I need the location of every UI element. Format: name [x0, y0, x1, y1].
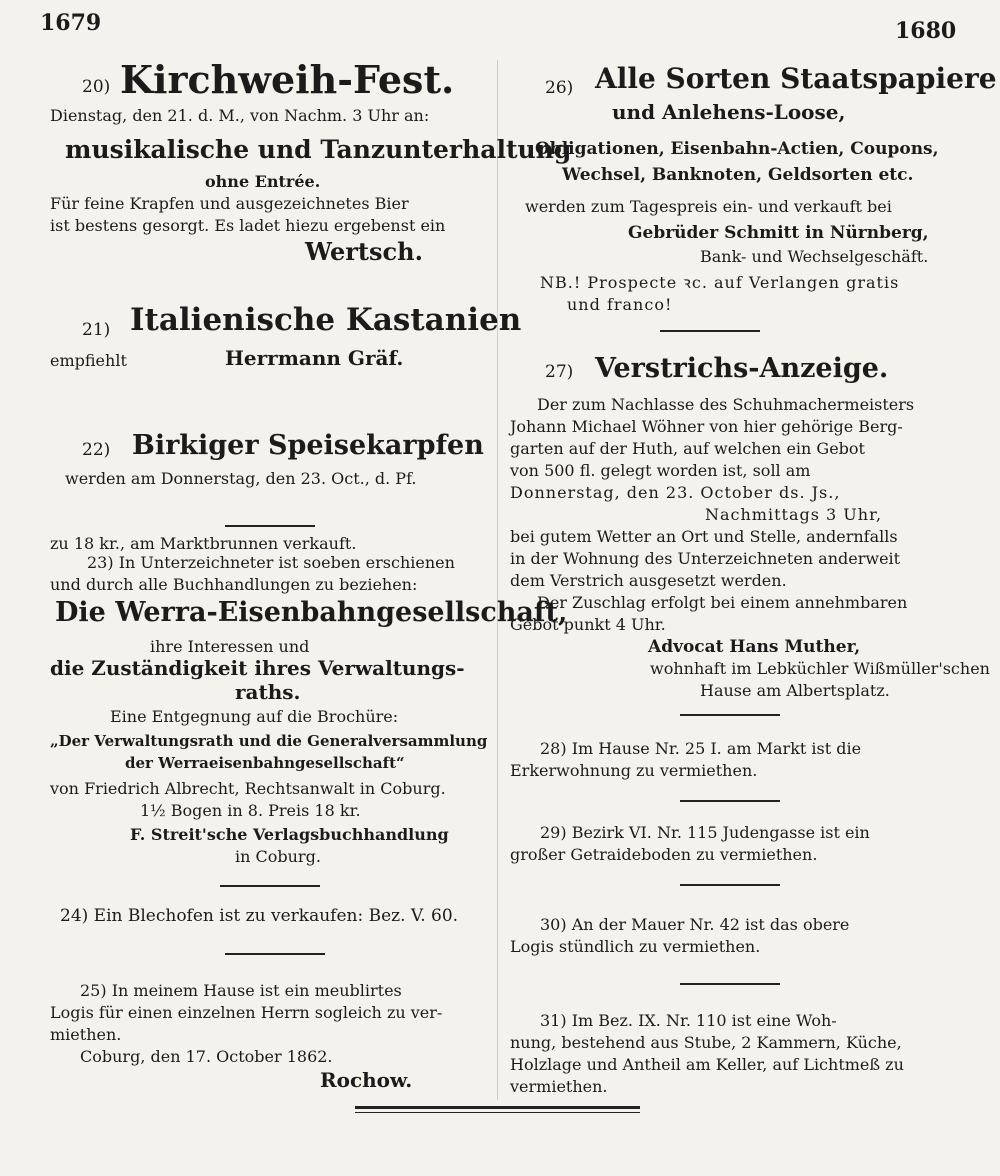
- text-line: ist bestens gesorgt. Es ladet hiezu ergebenst ein: [50, 216, 446, 235]
- bottom-rule: [355, 1112, 640, 1113]
- divider: [225, 953, 325, 955]
- text-line: 23) In Unterzeichneter ist soeben erschienen: [87, 553, 455, 572]
- ad-title: Die Werra-Eisenbahngesellschaft,: [55, 597, 568, 628]
- text-line: 28) Im Hause Nr. 25 I. am Markt ist die: [540, 739, 862, 758]
- text-line: Der Zuschlag erfolgt bei einem annehmbaren: [537, 593, 908, 612]
- divider: [660, 330, 760, 332]
- text-line: großer Getraideboden zu vermiethen.: [510, 845, 818, 864]
- text-line: 30) An der Mauer Nr. 42 ist das obere: [540, 915, 850, 934]
- text-line: F. Streit'sche Verlagsbuchhandlung: [130, 825, 449, 844]
- text-line: und Anlehens-Loose,: [612, 100, 846, 124]
- text-line: Nachmittags 3 Uhr,: [705, 505, 883, 524]
- divider: [220, 885, 320, 887]
- text-line: empfiehlt: [50, 351, 127, 370]
- ad-21-kastanien: [50, 270, 522, 370]
- text-line: von 500 fl. gelegt worden ist, soll am: [510, 461, 811, 480]
- text-line: Gebot punkt 4 Uhr.: [510, 615, 666, 634]
- text-line: 1½ Bogen in 8. Preis 18 kr.: [140, 801, 361, 820]
- bottom-rule: [355, 1106, 640, 1109]
- text-line: und franco!: [567, 295, 673, 314]
- ad-number: 26): [545, 78, 574, 98]
- ad-title: Birkiger Speisekarpfen: [132, 430, 484, 461]
- divider: [680, 983, 780, 985]
- text-line: Erkerwohnung zu vermiethen.: [510, 761, 758, 780]
- text-line: Obligationen, Eisenbahn-Actien, Coupons,: [535, 139, 939, 159]
- text-line: Gebrüder Schmitt in Nürnberg,: [628, 223, 929, 243]
- ad-24-blechofen: 24) Ein Blechofen ist zu verkaufen: Bez. V. 60.: [60, 906, 459, 926]
- text-line: miethen.: [50, 1025, 122, 1044]
- text-line: Johann Michael Wöhner von hier gehörige Berg-: [510, 417, 903, 436]
- ad-number: 20): [82, 77, 111, 97]
- ad-number: 27): [545, 362, 574, 382]
- text-line: ihre Interessen und: [150, 637, 310, 656]
- text-line: Der zum Nachlasse des Schuhmachermeisters: [537, 395, 915, 414]
- text-line: in Coburg.: [235, 847, 321, 866]
- divider: [225, 525, 315, 527]
- text-line: 29) Bezirk VI. Nr. 115 Judengasse ist ein: [540, 823, 870, 842]
- page-number-right: 1680: [895, 18, 957, 44]
- text-line: nung, bestehend aus Stube, 2 Kammern, Küche,: [510, 1033, 902, 1052]
- signature: Herrmann Gräf.: [225, 346, 404, 370]
- text-line: raths.: [235, 680, 301, 704]
- ad-title: Verstrichs-Anzeige.: [595, 353, 889, 384]
- signature: Wertsch.: [305, 237, 423, 266]
- ad-title: Kirchweih-Fest.: [120, 57, 455, 102]
- text-line: Donnerstag, den 23. October ds. Js.,: [510, 483, 841, 502]
- text-line: 25) In meinem Hause ist ein meublirtes: [80, 981, 402, 1000]
- divider: [680, 714, 780, 716]
- ad-number: 21): [82, 320, 111, 340]
- divider: [680, 884, 780, 886]
- text-line: und durch alle Buchhandlungen zu beziehen:: [50, 575, 418, 594]
- text-line: musikalische und Tanzunterhaltung: [65, 135, 572, 164]
- text-line: von Friedrich Albrecht, Rechtsanwalt in Coburg.: [50, 779, 446, 798]
- text-line: Logis für einen einzelnen Herrn sogleich zu ver-: [50, 1003, 443, 1022]
- text-line: Für feine Krapfen und ausgezeichnetes Bier: [50, 194, 409, 213]
- text-line: zu 18 kr., am Marktbrunnen verkauft.: [50, 534, 357, 553]
- text-line: garten auf der Huth, auf welchen ein Gebot: [510, 439, 865, 458]
- text-line: Logis stündlich zu vermiethen.: [510, 937, 761, 956]
- page-number-left: 1679: [40, 10, 102, 36]
- text-line: vermiethen.: [510, 1077, 608, 1096]
- text-line: Dienstag, den 21. d. M., von Nachm. 3 Uhr an:: [50, 106, 430, 125]
- text-line: Hause am Albertsplatz.: [700, 681, 890, 700]
- ad-22-karpfen: [50, 370, 490, 490]
- text-line: 31) Im Bez. IX. Nr. 110 ist eine Woh-: [540, 1011, 837, 1030]
- column-divider: [497, 60, 498, 1100]
- signature: Rochow.: [320, 1068, 413, 1092]
- text-line: Wechsel, Banknoten, Geldsorten etc.: [562, 165, 914, 185]
- text-line: ohne Entrée.: [205, 172, 321, 191]
- signature: Advocat Hans Muther,: [648, 637, 861, 657]
- text-line: werden am Donnerstag, den 23. Oct., d. Pf.: [65, 469, 417, 488]
- text-line: Bank- und Wechselgeschäft.: [700, 247, 929, 266]
- ad-title: Italienische Kastanien: [130, 302, 522, 338]
- text-line: Coburg, den 17. October 1862.: [80, 1047, 333, 1066]
- text-line: wohnhaft im Lebküchler Wißmüller'schen: [650, 659, 990, 678]
- ad-number: 22): [82, 440, 111, 460]
- text-line: Eine Entgegnung auf die Brochüre:: [110, 707, 399, 726]
- text-line: werden zum Tagespreis ein- und verkauft bei: [525, 197, 892, 216]
- ad-title: Alle Sorten Staatspapiere: [595, 62, 997, 95]
- text-line: NB.! Prospecte ꝛc. auf Verlangen gratis: [540, 273, 900, 292]
- divider: [680, 800, 780, 802]
- text-line: Holzlage und Antheil am Keller, auf Lichtmeß zu: [510, 1055, 904, 1074]
- text-line: der Werraeisenbahngesellschaft“: [125, 754, 405, 772]
- text-line: bei gutem Wetter an Ort und Stelle, andernfalls: [510, 527, 898, 546]
- text-line: „Der Verwaltungsrath und die Generalversammlung: [50, 732, 488, 750]
- text-line: in der Wohnung des Unterzeichneten anderweit: [510, 549, 901, 568]
- text-line: dem Verstrich ausgesetzt werden.: [510, 571, 787, 590]
- text-line: die Zuständigkeit ihres Verwaltungs-: [50, 656, 465, 680]
